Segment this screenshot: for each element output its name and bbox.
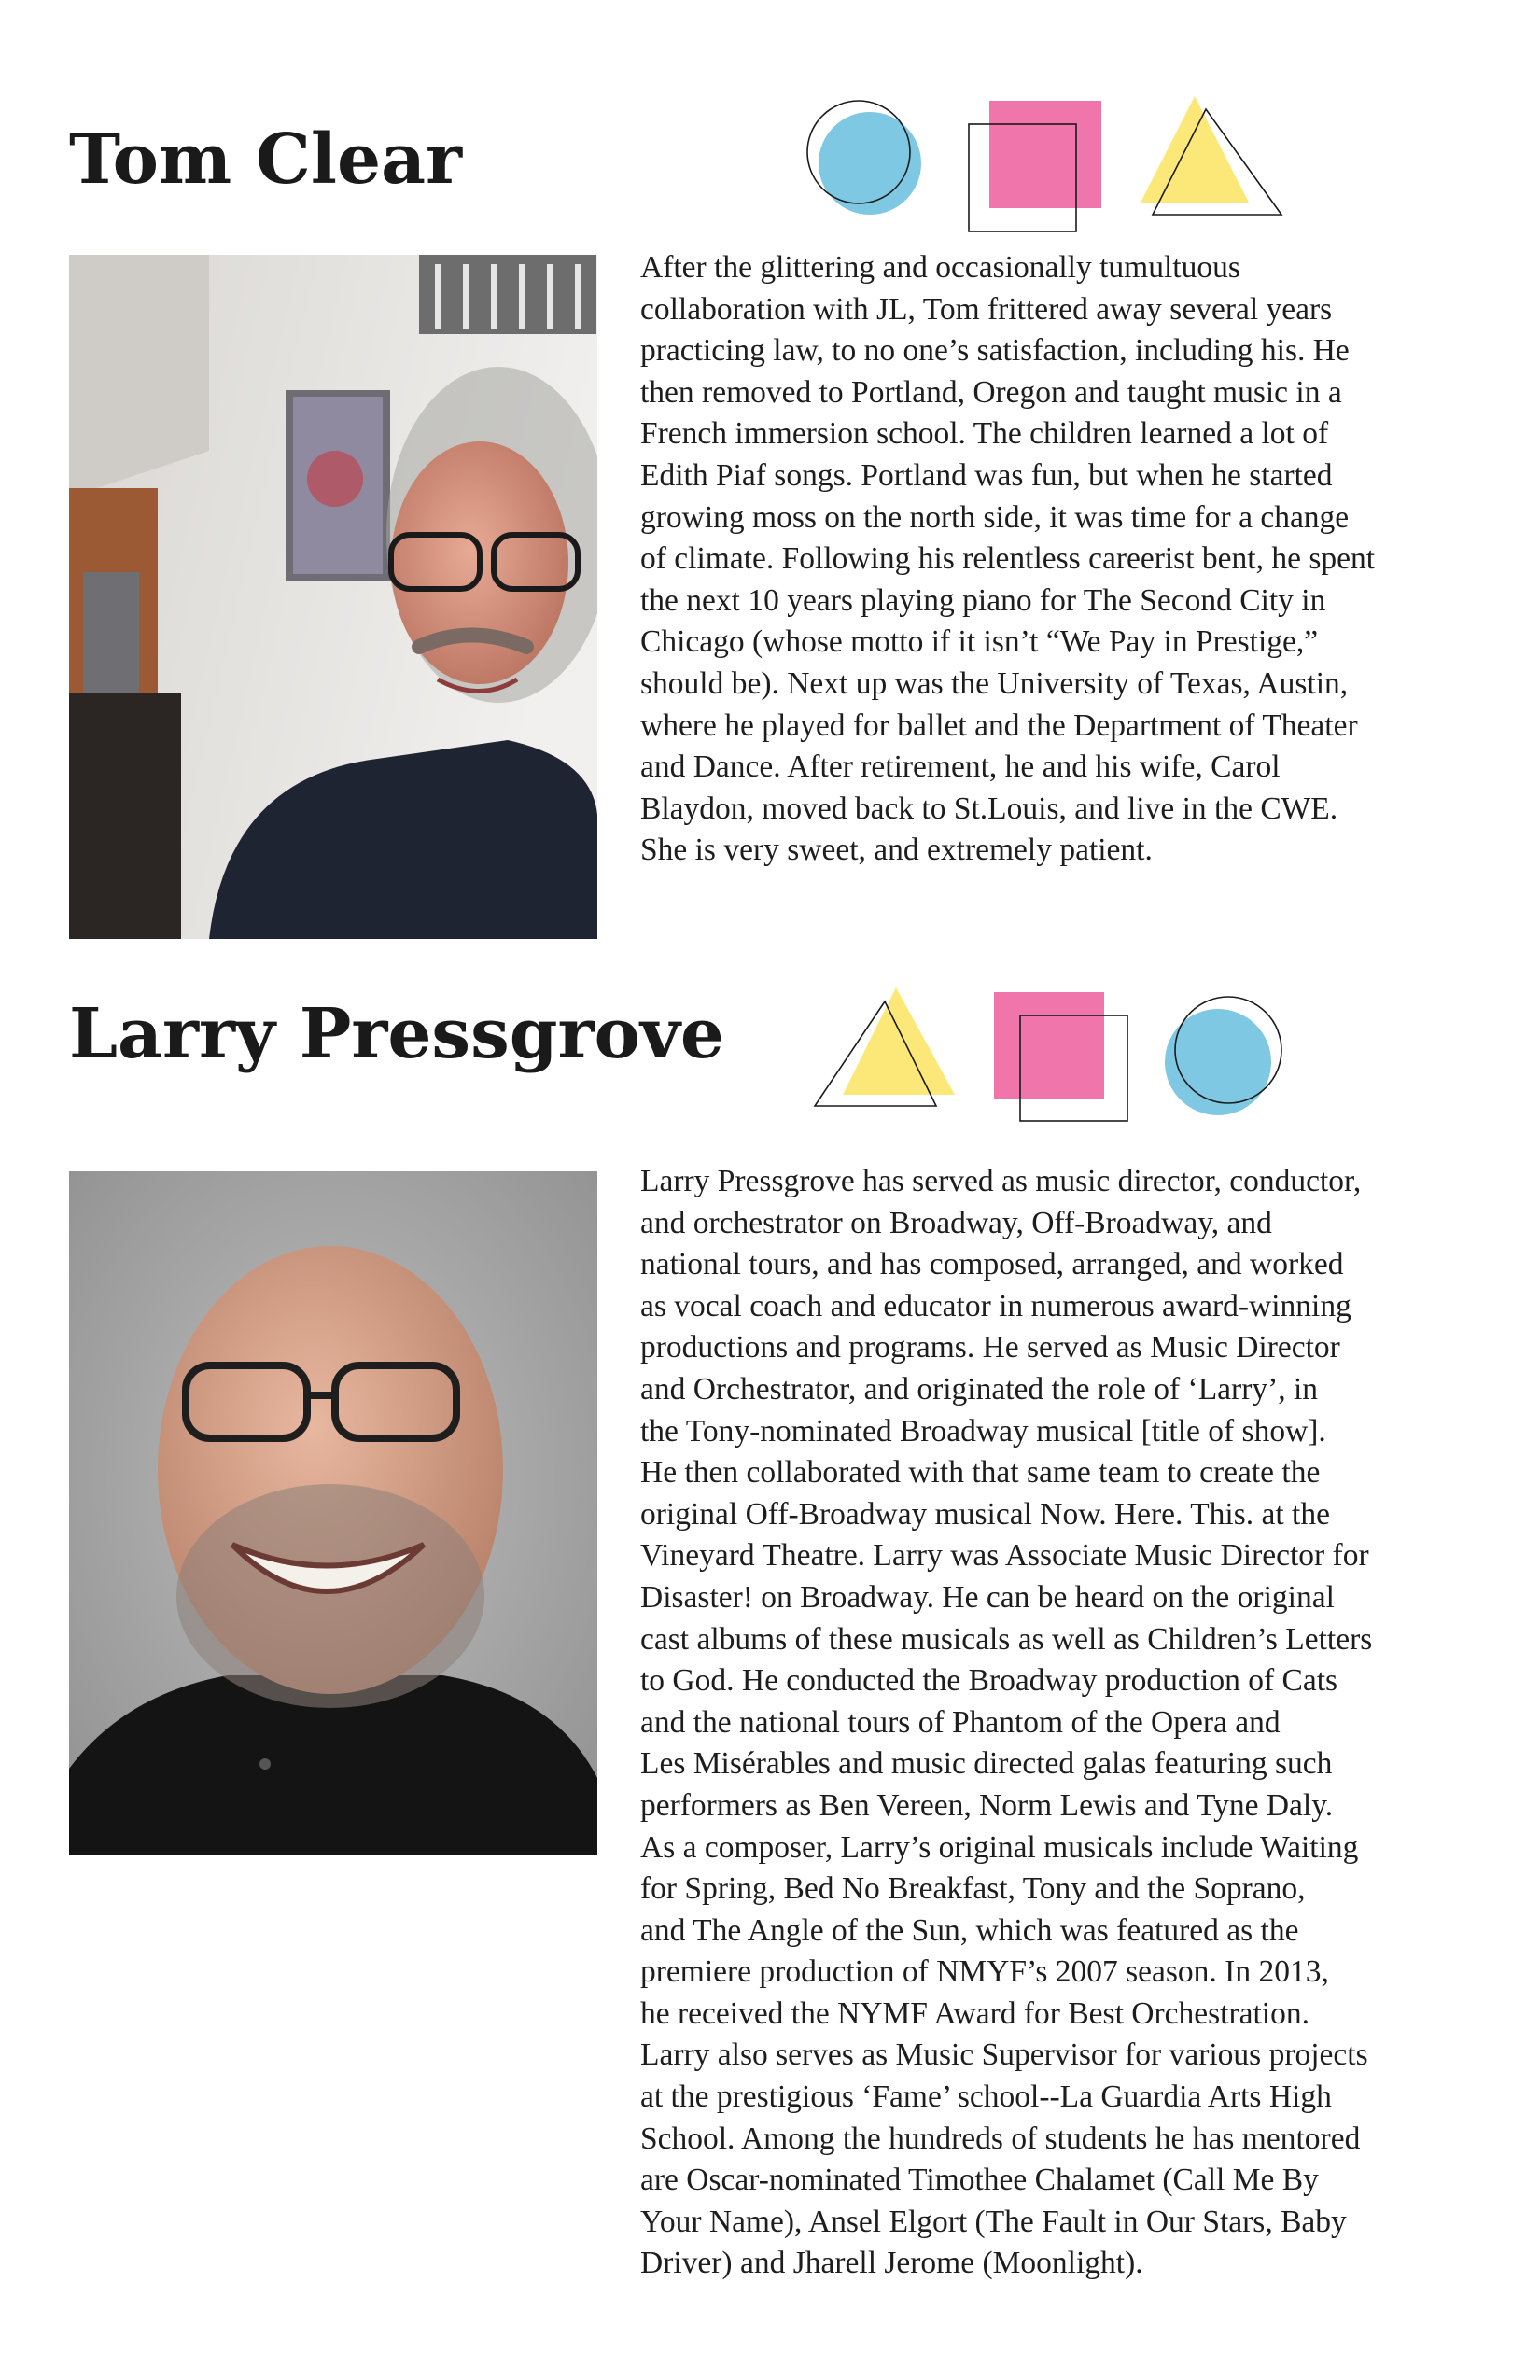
bio-line: the Tony-nominated Broadway musical [title of show]. — [640, 1413, 1326, 1449]
decorative-shapes-tom — [803, 89, 1288, 238]
triangle-shape-icon — [1141, 96, 1281, 215]
bio-line: original Off-Broadway musical Now. Here. This. at the — [640, 1496, 1330, 1532]
bio-line: School. Among the hundreds of students he has mentored — [640, 2121, 1361, 2156]
bio-line: practicing law, to no one’s satisfaction, including his. He — [640, 333, 1350, 369]
bio-name-larry-pressgrove: Larry Pressgrove — [69, 994, 724, 1074]
bio-text-larry-pressgrove — [640, 1161, 1372, 2285]
bio-line: and Orchestrator, and originated the role of ‘Larry’, in — [640, 1371, 1319, 1407]
bio-text-tom-clear — [640, 247, 1375, 872]
bio-line: to God. He conducted the Broadway production of Cats — [640, 1663, 1338, 1699]
bio-line: and the national tours of Phantom of the Opera and — [640, 1704, 1281, 1740]
circle-shape-icon — [807, 101, 921, 215]
bio-line: Disaster! on Broadway. He can be heard on the original — [640, 1579, 1335, 1615]
bio-line: performers as Ben Vereen, Norm Lewis and Tyne Daly. — [640, 1787, 1334, 1823]
bio-line: at the prestigious ‘Fame’ school--La Guardia Arts High — [640, 2079, 1332, 2115]
bio-line: cast albums of these musicals as well as Children’s Letters — [640, 1621, 1373, 1657]
bio-line: for Spring, Bed No Breakfast, Tony and the Soprano, — [640, 1871, 1306, 1907]
bio-line: Vineyard Theatre. Larry was Associate Music Director for — [640, 1538, 1369, 1574]
bio-line: should be). Next up was the University of Texas, Austin, — [640, 665, 1349, 701]
bio-line: Les Misérables and music directed galas featuring such — [640, 1746, 1333, 1782]
bio-line: collaboration with JL, Tom frittered away several years — [640, 291, 1333, 327]
bio-line: Edith Piaf songs. Portland was fun, but when he started — [640, 457, 1333, 493]
bio-line: and The Angle of the Sun, which was featured as the — [640, 1912, 1299, 1948]
bio-line: national tours, and has composed, arranged, and worked — [640, 1247, 1344, 1282]
bio-line: Your Name), Ansel Elgort (The Fault in Our Stars, Baby — [640, 2204, 1347, 2239]
bio-line: Chicago (whose motto if it isn’t “We Pay in Prestige,” — [640, 624, 1319, 660]
circle-shape-icon — [1165, 997, 1281, 1115]
bio-line: As a composer, Larry’s original musicals include Waiting — [640, 1829, 1359, 1865]
decorative-shapes-larry — [810, 985, 1295, 1134]
portrait-photo-tom-clear — [69, 255, 597, 939]
bio-line: Larry also serves as Music Supervisor for various projects — [640, 2037, 1368, 2073]
bio-line: She is very sweet, and extremely patient. — [640, 833, 1153, 868]
bio-name-tom-clear: Tom Clear — [69, 119, 463, 200]
bio-line: Blaydon, moved back to St.Louis, and live in the CWE. — [640, 791, 1338, 826]
bio-line: and orchestrator on Broadway, Off-Broadway, and — [640, 1205, 1272, 1240]
portrait-photo-larry-pressgrove — [69, 1171, 597, 1855]
bio-line: Larry Pressgrove has served as music director, conductor, — [640, 1164, 1362, 1198]
square-shape-icon — [994, 992, 1127, 1121]
square-shape-icon — [969, 101, 1101, 231]
triangle-shape-icon — [815, 987, 955, 1106]
bio-line: and Dance. After retirement, he and his wife, Carol — [640, 749, 1281, 785]
bio-line: of climate. Following his relentless careerist bent, he spent — [640, 541, 1376, 577]
bio-line: premiere production of NMYF’s 2007 season. In 2013, — [640, 1954, 1329, 1990]
bio-line: he received the NYMF Award for Best Orchestration. — [640, 1995, 1309, 2031]
bio-line: French immersion school. The children learned a lot of — [640, 416, 1329, 452]
bio-line: After the glittering and occasionally tumultuous — [640, 250, 1240, 285]
bio-line: the next 10 years playing piano for The Second City in — [640, 582, 1326, 618]
bio-line: He then collaborated with that same team to create the — [640, 1455, 1321, 1491]
bio-line: productions and programs. He served as Music Director — [640, 1330, 1340, 1365]
bio-line: as vocal coach and educator in numerous award-winning — [640, 1288, 1351, 1323]
bio-line: Driver) and Jharell Jerome (Moonlight). — [640, 2246, 1143, 2281]
bio-line: where he played for ballet and the Department of Theater — [640, 707, 1358, 743]
bio-line: are Oscar-nominated Timothee Chalamet (Call Me By — [640, 2163, 1319, 2198]
bio-line: growing moss on the north side, it was time for a change — [640, 499, 1350, 535]
bio-line: then removed to Portland, Oregon and taught music in a — [640, 374, 1342, 410]
